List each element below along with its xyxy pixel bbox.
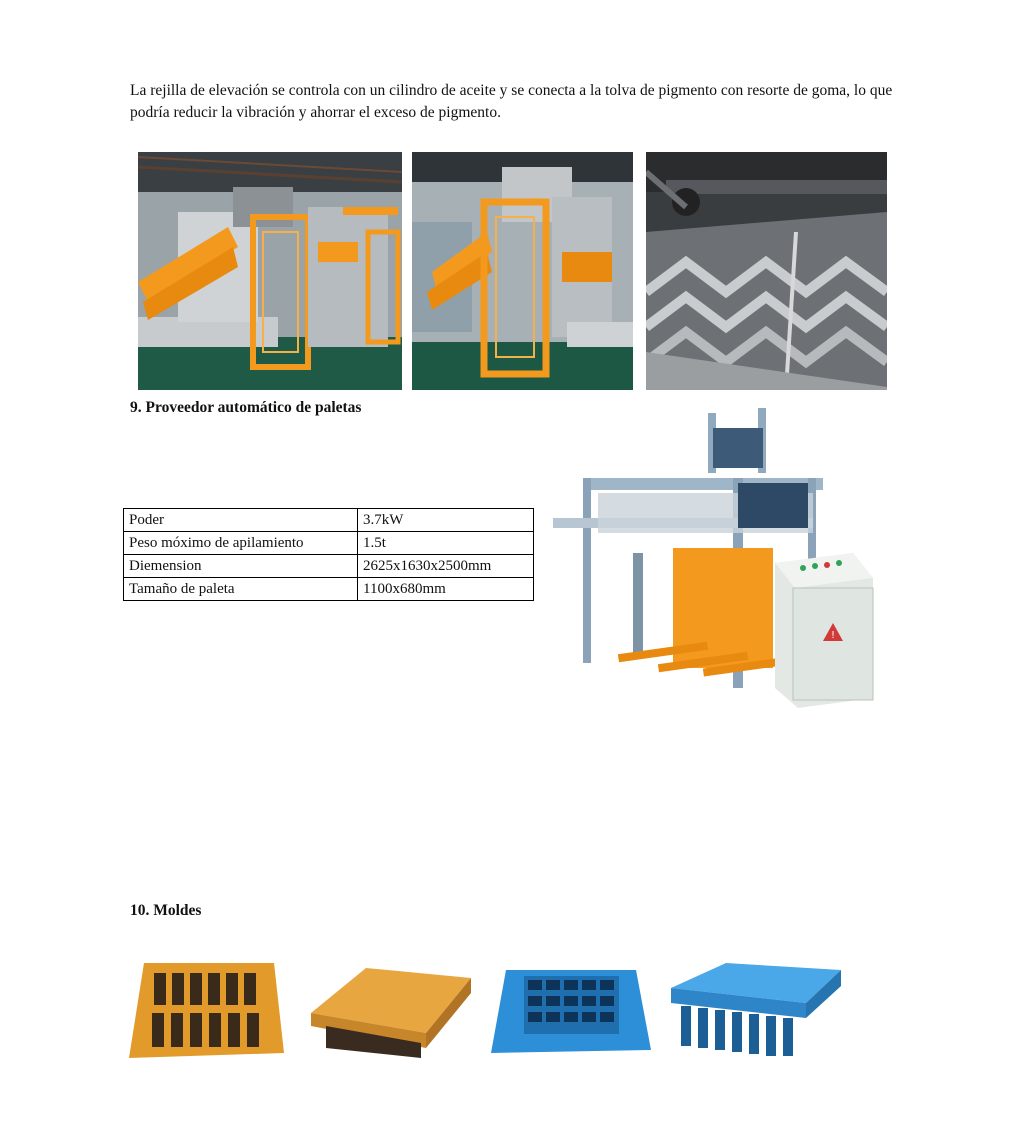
- intro-paragraph: La rejilla de elevación se controla con un cilindro de aceite y se conecta a la tolva de pigmento con resorte de goma, lo que podría reducir la vibración y ahorrar el exceso de pigmento.: [130, 82, 893, 121]
- pallet-feeder-photo: [553, 403, 879, 715]
- table-row: [124, 555, 534, 578]
- spec-value: 1.5t: [358, 532, 534, 555]
- table-row: [124, 532, 534, 555]
- section-10-title: 10. Moldes: [130, 902, 202, 919]
- table-row: [124, 509, 534, 532]
- pallet-feeder-spec-table: [123, 508, 534, 601]
- svg-text:!: !: [830, 630, 836, 641]
- section-9-title: 9. Proveedor automático de paletas: [130, 399, 362, 416]
- spec-label: Diemension: [124, 555, 358, 578]
- mold-photo-1: [124, 958, 296, 1060]
- machine-photo-front: [138, 152, 402, 390]
- mold-photo-4: [666, 958, 842, 1060]
- hopper-interior-photo: [646, 152, 887, 390]
- table-row: [124, 578, 534, 601]
- spec-label: Poder: [124, 509, 358, 532]
- spec-label: Peso móximo de apilamiento: [124, 532, 358, 555]
- spec-value: 2625x1630x2500mm: [358, 555, 534, 578]
- spec-value: 3.7kW: [358, 509, 534, 532]
- spec-label: Tamaño de paleta: [124, 578, 358, 601]
- mold-photo-2: [306, 958, 476, 1060]
- spec-value: 1100x680mm: [358, 578, 534, 601]
- machine-photo-side: [412, 152, 633, 390]
- mold-photo-3: [486, 958, 656, 1060]
